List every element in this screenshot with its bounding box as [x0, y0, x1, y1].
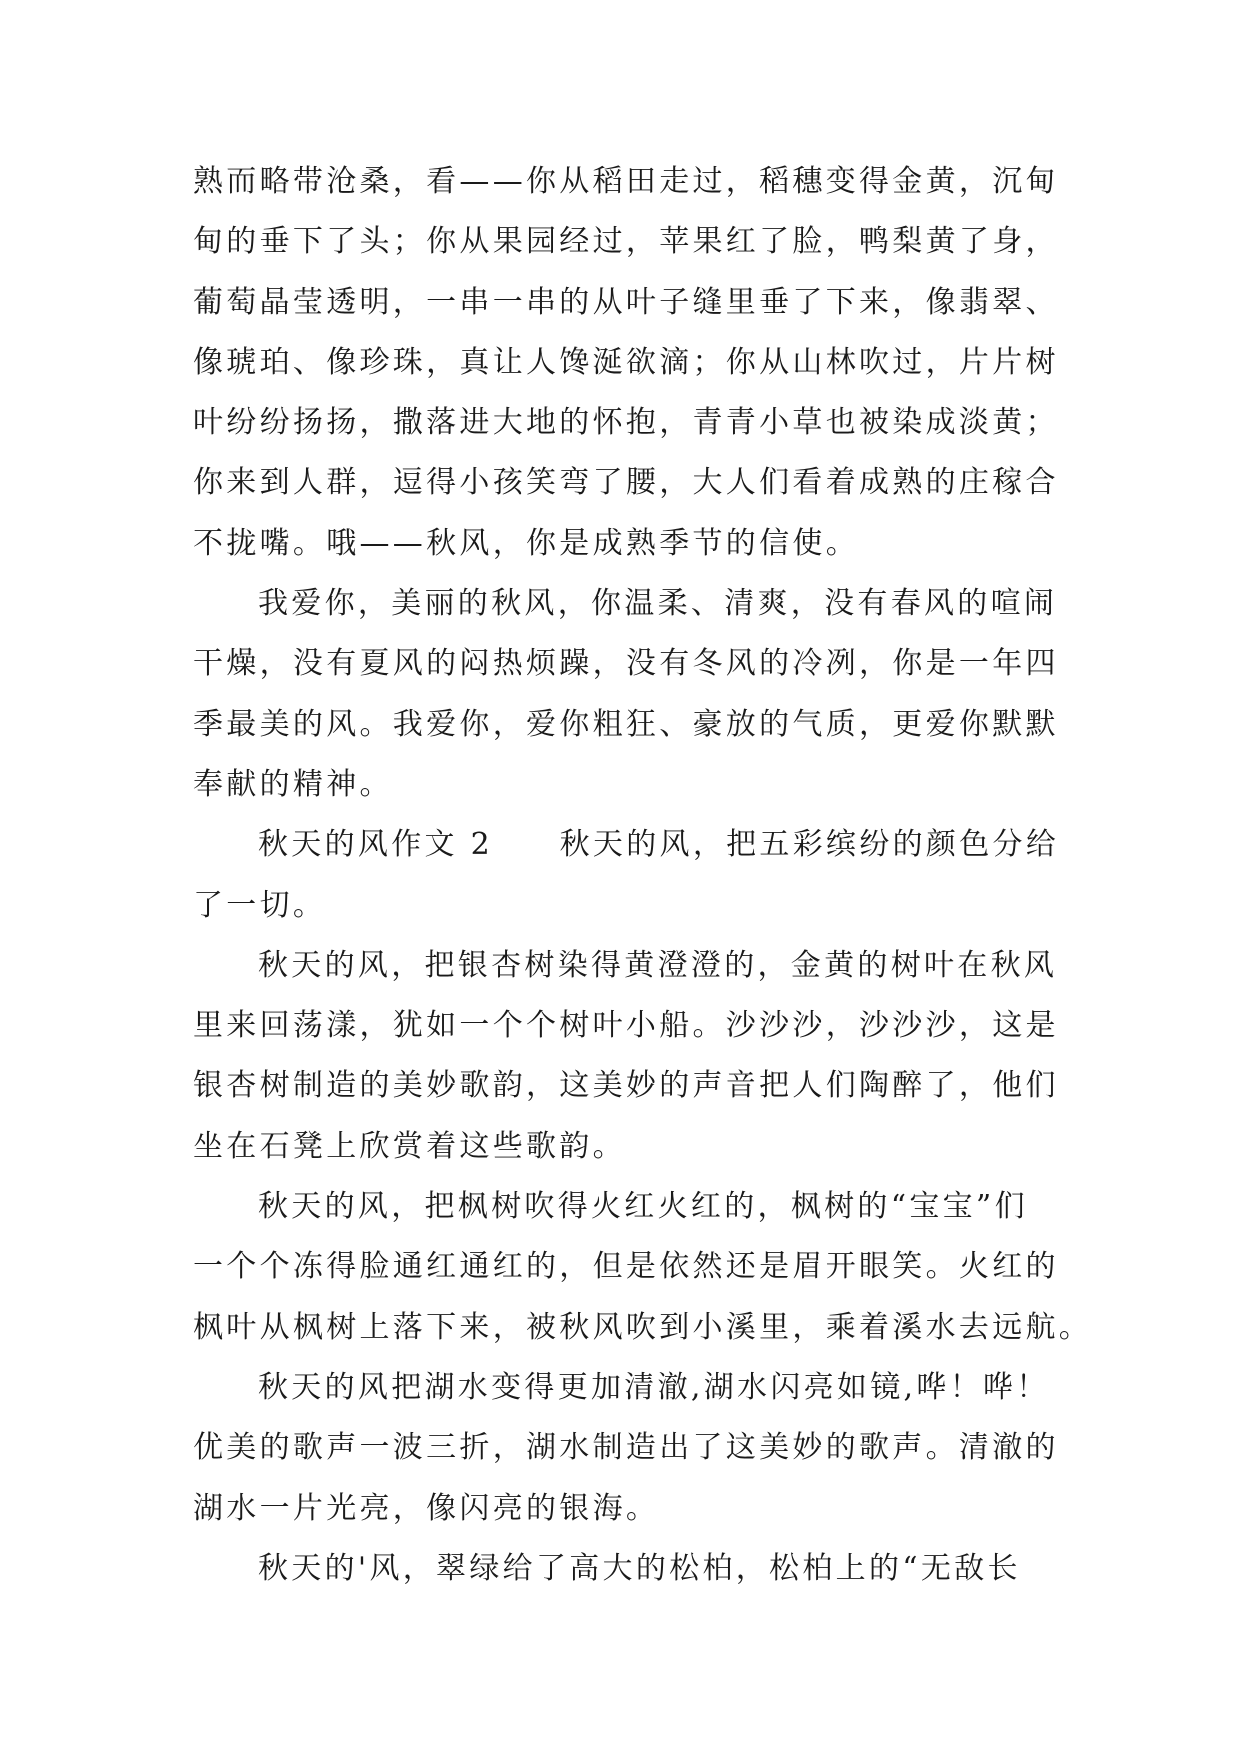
text-line: 优美的歌声一波三折，湖水制造出了这美妙的歌声。清澈的 — [193, 1430, 1059, 1466]
paragraph-first-line: 秋天的风把湖水变得更加清澈,湖水闪亮如镜,哗！哗！ — [258, 1369, 1050, 1405]
text-line: 你来到人群，逗得小孩笑弯了腰，大人们看着成熟的庄稼合 — [193, 465, 1059, 501]
paragraph-first-line: 秋天的风，把银杏树染得黄澄澄的，金黄的树叶在秋风 — [258, 947, 1058, 983]
section-heading-line: 秋天的风作文 2 秋天的风，把五彩缤纷的颜色分给 — [258, 827, 1060, 863]
text-line: 不拢嘴。哦——秋风，你是成熟季节的信使。 — [193, 525, 859, 561]
text-line: 季最美的风。我爱你，爱你粗狂、豪放的气质，更爱你默默 — [193, 706, 1059, 742]
text-line: 枫叶从枫树上落下来，被秋风吹到小溪里，乘着溪水去远航。 — [193, 1309, 1093, 1345]
text-line: 奉献的精神。 — [193, 766, 393, 802]
text-line: 甸的垂下了头；你从果园经过，苹果红了脸，鸭梨黄了身， — [193, 224, 1059, 260]
paragraph-first-line: 秋天的'风，翠绿给了高大的松柏，松柏上的“无敌长 — [258, 1550, 1021, 1586]
text-line: 熟而略带沧桑，看——你从稻田走过，稻穗变得金黄，沉甸 — [193, 164, 1059, 199]
text-line: 了一切。 — [193, 887, 327, 923]
document-body — [193, 152, 1093, 1599]
text-line: 坐在石凳上欣赏着这些歌韵。 — [193, 1128, 626, 1164]
text-line: 干燥，没有夏风的闷热烦躁，没有冬风的冷冽，你是一年四 — [193, 646, 1059, 682]
text-line: 银杏树制造的美妙歌韵，这美妙的声音把人们陶醉了，他们 — [193, 1068, 1059, 1104]
text-line: 里来回荡漾，犹如一个个树叶小船。沙沙沙，沙沙沙，这是 — [193, 1008, 1059, 1044]
text-line: 湖水一片光亮，像闪亮的银海。 — [193, 1490, 660, 1526]
paragraph-first-line: 秋天的风，把枫树吹得火红火红的，枫树的“宝宝”们 — [258, 1189, 1028, 1225]
paragraph-first-line: 我爱你，美丽的秋风，你温柔、清爽，没有春风的喧闹 — [258, 586, 1058, 622]
text-line: 像琥珀、像珍珠，真让人馋涎欲滴；你从山林吹过，片片树 — [193, 344, 1059, 380]
text-line: 葡萄晶莹透明，一串一串的从叶子缝里垂了下来，像翡翠、 — [193, 284, 1059, 320]
text-line: 叶纷纷扬扬，撒落进大地的怀抱，青青小草也被染成淡黄； — [193, 405, 1059, 441]
text-line: 一个个冻得脸通红通红的，但是依然还是眉开眼笑。火红的 — [193, 1249, 1059, 1285]
